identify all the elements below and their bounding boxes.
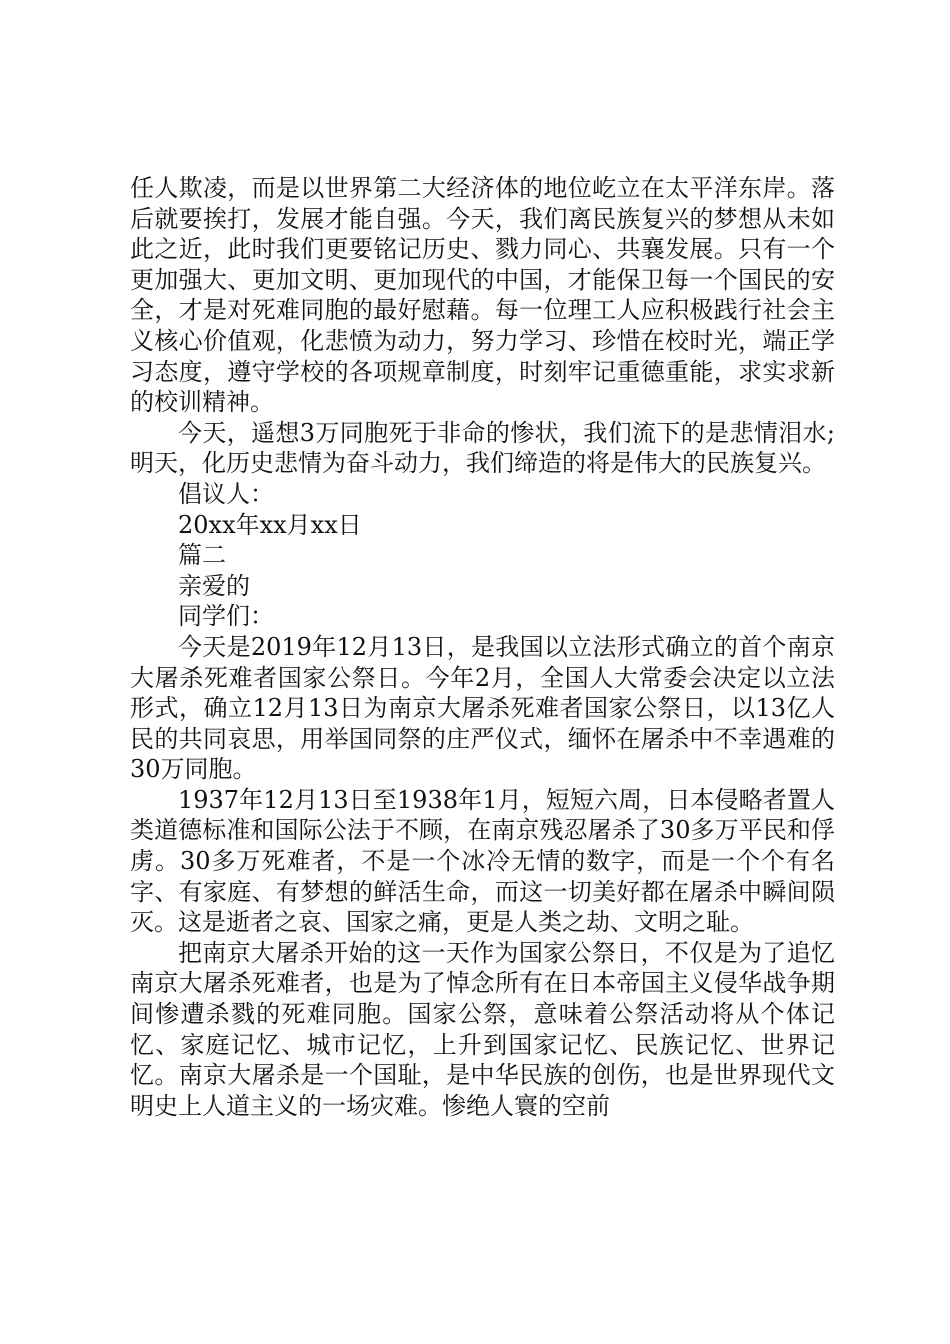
paragraph-5: 把南京大屠杀开始的这一天作为国家公祭日，不仅是为了追忆南京大屠杀死难者，也是为了悼念所有在日本帝国主义侵华战争期间惨遭杀戮的死难同胞。国家公祭，意味着公祭活动将从个体记忆、家庭记忆、城市记忆，上升到国家记忆、民族记忆、世界记忆。南京大屠杀是一个国耻，是中华民族的创伤，也是世界现代文明史上人道主义的一场灾难。惨绝人寰的空前 bbox=[130, 938, 835, 1120]
section-heading: 篇二 bbox=[178, 541, 226, 570]
paragraph-3: 今天是2019年12月13日，是我国以立法形式确立的首个南京大屠杀死难者国家公祭日。今年2月，全国人大常委会决定以立法形式，确立12月13日为南京大屠杀死难者国家公祭日，以13亿人民的共同哀思，用举国同祭的庄严仪式，缅怀在屠杀中不幸遇难的30万同胞。 bbox=[130, 632, 835, 784]
document-body bbox=[130, 173, 835, 1121]
paragraph-2: 今天，遥想3万同胞死于非命的惨状，我们流下的是悲情泪水;明天，化历史悲情为奋斗动力，我们缔造的将是伟大的民族复兴。 bbox=[130, 418, 835, 478]
date-line: 20xx年xx月xx日 bbox=[178, 510, 362, 539]
proposer-line: 倡议人： bbox=[178, 479, 274, 508]
salutation-line-2: 同学们： bbox=[178, 602, 274, 631]
paragraph-4: 1937年12月13日至1938年1月，短短六周，日本侵略者置人类道德标准和国际公法于不顾，在南京残忍屠杀了30多万平民和俘虏。30多万死难者，不是一个冰冷无情的数字，而是一个个有名字、有家庭、有梦想的鲜活生命，而这一切美好都在屠杀中瞬间陨灭。这是逝者之哀、国家之痛，更是人类之劫、文明之耻。 bbox=[130, 785, 835, 937]
salutation-line-1: 亲爱的 bbox=[178, 571, 250, 600]
paragraph-1: 任人欺凌，而是以世界第二大经济体的地位屹立在太平洋东岸。落后就要挨打，发展才能自强。今天，我们离民族复兴的梦想从未如此之近，此时我们更要铭记历史、戮力同心、共襄发展。只有一个更加强大、更加文明、更加现代的中国，才能保卫每一个国民的安全，才是对死难同胞的最好慰藉。每一位理工人应积极践行社会主义核心价值观，化悲愤为动力，努力学习、珍惜在校时光，端正学习态度，遵守学校的各项规章制度，时刻牢记重德重能，求实求新的校训精神。 bbox=[130, 174, 835, 417]
